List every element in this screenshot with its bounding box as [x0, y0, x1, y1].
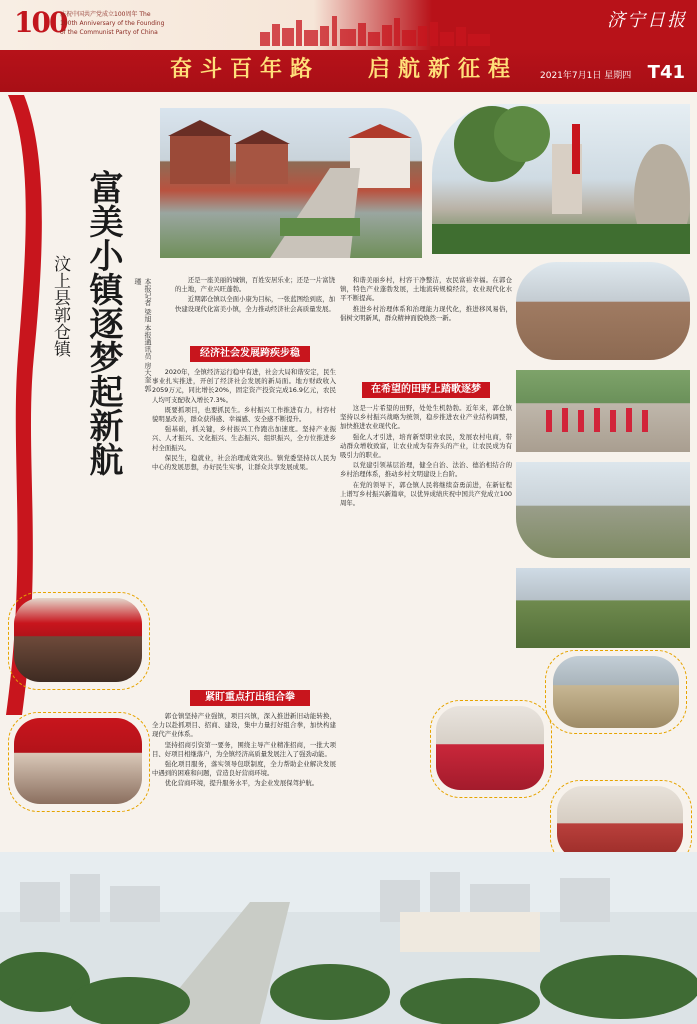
section-heading-3: 在希望的田野上踏歌逐梦 [362, 382, 490, 398]
article-column-3a [340, 276, 512, 376]
paragraph: 优化营商环境，提升服务水平，为企业发展保驾护航。 [164, 779, 319, 788]
paragraph: 和谐美丽乡村，村容干净整洁，农民富裕幸福。在郭仓镇，特色产业蓬勃发展，土地流转规模经营，农业现代化水平不断提高。 [340, 276, 512, 303]
logo-caption: 庆祝中国共产党成立100周年 The 100th Anniversary of the Founding of the Communist Party of China [60, 11, 165, 36]
article-byline: 本报记者 梁旭 本报通讯员 房大奎 郭瑾 [134, 278, 152, 392]
field-inspection-photo [516, 568, 690, 648]
paragraph: 2020年，全镇经济运行稳中有进，社会大局和谐安定，民生事业扎实推进，开创了经济社会发展的新局面。地方财政收入2059万元，同比增长20%，固定资产投资完成16.9亿元，农民人均可支配收入增长7.3%。 [152, 368, 336, 404]
paragraph: 近期郭仓镇以全面小康为目标，一张蓝图绘到底，加快建设现代化富美小镇，全力推动经济社会高质量发展。 [175, 295, 335, 313]
article-column-1b [152, 368, 336, 668]
paragraph: 强基础，抓关键，乡村振兴工作跑出加速度。坚持产业振兴、人才振兴、文化振兴、生态振兴、组织振兴，全方位推进乡村全面振兴。 [152, 425, 336, 452]
paragraph: 还是一座美丽的城镇，百姓安居乐业；还是一片富饶的土地，产业兴旺蓬勃。 [175, 276, 335, 294]
masthead-banner [0, 0, 697, 92]
article-column-2 [152, 712, 336, 847]
red-team-group-photo [436, 706, 544, 790]
section-heading-2: 紧盯重点打出组合拳 [190, 690, 310, 706]
party-meeting-photo [14, 598, 142, 682]
paragraph: 推进乡村治理体系和治理能力现代化，推进移风易俗，倡树文明新风，群众精神面貌焕然一新。 [340, 304, 512, 322]
article-subtitle: 汶上县郭仓镇 [50, 255, 70, 357]
page-number: T41 [647, 62, 685, 83]
paragraph: 以党建引领基层治理，健全自治、法治、德治相结合的乡村治理体系，推动乡村文明建设上台阶。 [340, 461, 512, 479]
medical-service-photo [557, 786, 683, 860]
city-skyline-icon [260, 14, 490, 46]
article-column-3b [340, 404, 512, 696]
aerial-town-photo [0, 852, 697, 1024]
slogan-right: 启航新征程 [368, 56, 519, 82]
paragraph: 强化人才引进，培育新型职业农民，发展农村电商，带动群众增收致富，让农业成为有奔头的产业，让农民成为有吸引力的职业。 [340, 432, 512, 460]
monument-square-photo [432, 104, 690, 254]
rural-road-photo [553, 656, 679, 728]
section-heading-1: 经济社会发展跨疾步稳 [190, 346, 310, 362]
paragraph: 保民生，稳就业，社会治理成效突出。镇党委坚持以人民为中心的发展思想，办好民生实事，让群众共享发展成果。 [152, 453, 336, 472]
paragraph: 这是一片希望的田野，处处生机勃勃。近年来，郭仓镇坚持以乡村振兴战略为统领，稳步推进农业产业结构调整，加快推进农业现代化。 [340, 404, 512, 431]
article-column-1a [175, 276, 335, 342]
party-100-logo: 100 [14, 6, 67, 39]
issue-date: 2021年7月1日 星期四 [540, 71, 632, 81]
town-buildings-photo [516, 262, 690, 360]
paragraph: 既要抓项目，也要抓民生。乡村振兴工作推进有力，村容村貌明显改善，群众获得感、幸福感、安全感不断提升。 [152, 405, 336, 424]
dance-performance-photo [516, 370, 690, 452]
service-hall-photo [14, 718, 142, 804]
paragraph: 在党的领导下，郭仓镇人民将继续奋勇前进，在新征程上谱写乡村振兴新篇章，以优异成绩庆祝中国共产党成立100周年。 [340, 480, 512, 508]
slogan-left: 奋斗百年路 [170, 56, 321, 82]
paragraph: 坚持招商引资第一要务，围绕主导产业精准招商，一批大项目、好项目相继落户，为全镇经济高质量发展注入了强劲动能。 [152, 740, 336, 758]
paragraph: 郭仓镇坚持产业强镇，项目兴镇，深入推进新旧动能转换，全力以赴抓项目、招商、建设，集中力量打好组合拳，加快构建现代产业体系。 [152, 712, 336, 739]
paragraph: 强化项目服务，落实领导包联制度，全力帮助企业解决发展中遇到的困难和问题，营造良好营商环境。 [152, 760, 336, 778]
industrial-park-photo [516, 462, 690, 558]
article-title: 富美小镇逐梦起新航 [83, 170, 123, 476]
newspaper-brand: 济宁日报 [607, 10, 687, 31]
village-street-photo [160, 108, 422, 258]
